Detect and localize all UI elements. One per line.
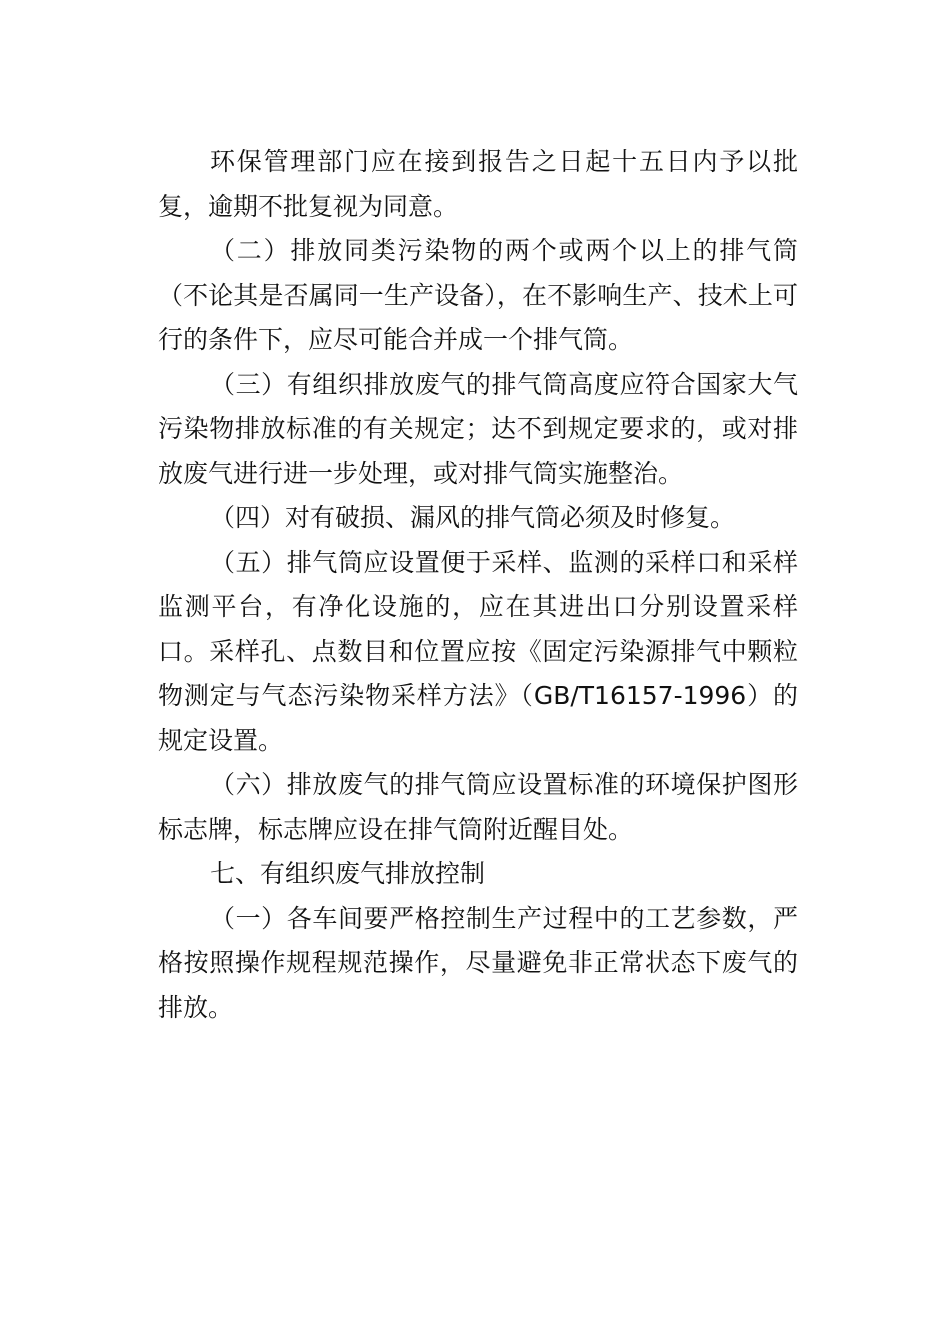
section-heading-7: 七、有组织废气排放控制 — [210, 859, 486, 888]
paragraph-item-3-stack-height: （三）有组织排放废气的排气筒高度应符合国家大气污染物排放标准的有关规定；达不到规定要求的，或对排放废气进行进一步处理，或对排气筒实施整治。 — [158, 369, 798, 488]
paragraph-approval-continuation: 环保管理部门应在接到报告之日起十五日内予以批复，逾期不批复视为同意。 — [158, 147, 798, 221]
paragraph-item-2-merge-stacks: （二）排放同类污染物的两个或两个以上的排气筒（不论其是否属同一生产设备），在不影响生产、技术上可行的条件下，应尽可能合并成一个排气筒。 — [158, 236, 798, 354]
paragraph-section-7-item-1: （一）各车间要严格控制生产过程中的工艺参数，严格按照操作规程规范操作，尽量避免非正常状态下废气的排放。 — [158, 903, 798, 1022]
paragraph-item-4-repair: （四）对有破损、漏风的排气筒必须及时修复。 — [210, 503, 736, 532]
paragraph-item-6-signage: （六）排放废气的排气筒应设置标准的环境保护图形标志牌，标志牌应设在排气筒附近醒目处。 — [158, 770, 798, 844]
document-body — [158, 140, 798, 1030]
paragraph-item-5-sampling-port: （五）排气筒应设置便于采样、监测的采样口和采样监测平台，有净化设施的，应在其进出口分别设置采样口。采样孔、点数目和位置应按《固定污染源排气中颗粒物测定与气态污染物采样方法》（GB/T16157-1996）的规定设置。 — [158, 547, 798, 755]
